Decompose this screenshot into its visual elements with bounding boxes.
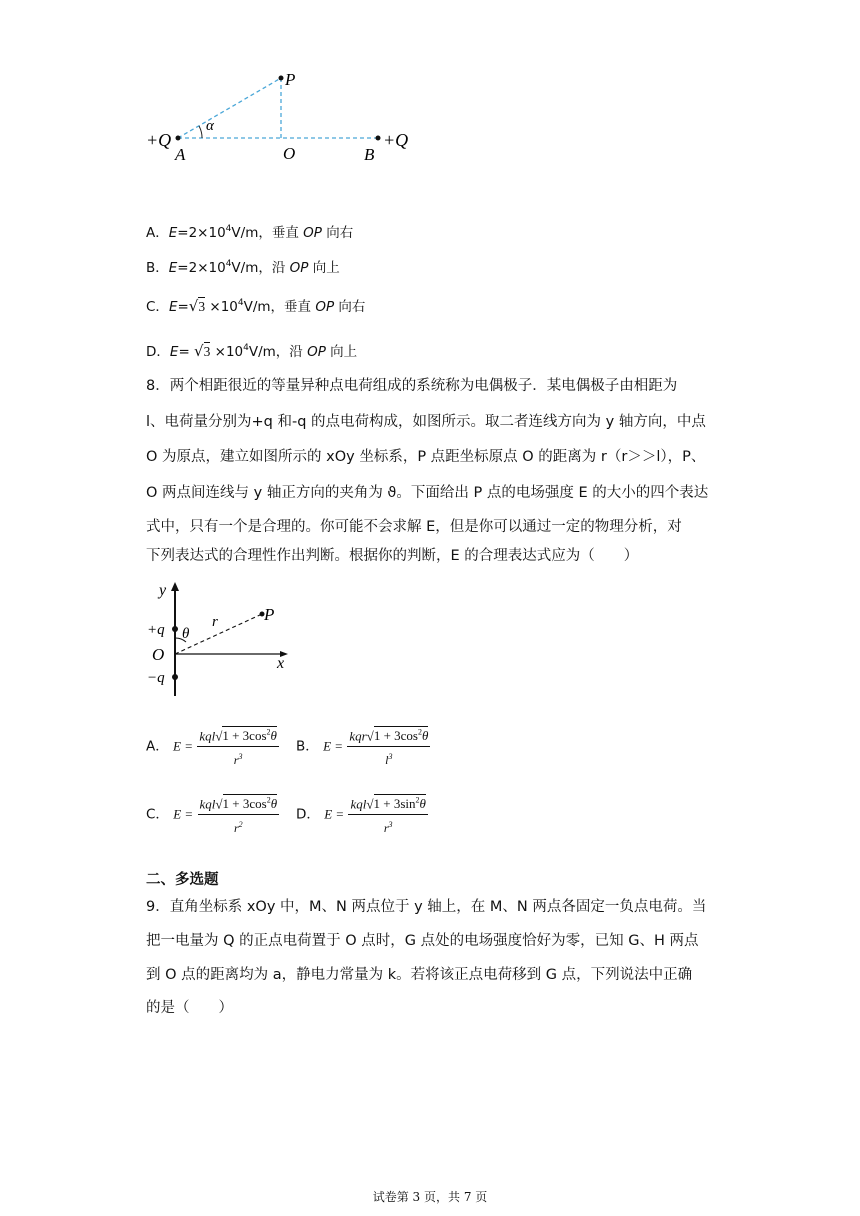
label-x: x xyxy=(277,655,285,672)
label-minus-q: −q xyxy=(147,670,165,686)
label-plus-q-left: +Q xyxy=(146,130,172,150)
q9-line-1: 9．直角坐标系 xOy 中，M、N 两点位于 y 轴上，在 M、N 两点各固定一负点电荷。当 xyxy=(146,899,707,915)
q8-line-6: 下列表达式的合理性作出判断。根据你的判断，E 的合理表达式应为（ ） xyxy=(146,548,639,564)
figure-dipole xyxy=(142,578,302,700)
label-p: P xyxy=(285,70,296,89)
page-footer: 试卷第 3 页，共 7 页 xyxy=(372,1190,488,1204)
q7-option-c[interactable]: C．$E=√3 \times 10^4V/m$，垂直 OP 向右 xyxy=(146,297,366,315)
q8-line-3: O 为原点，建立如图所示的 xOy 坐标系，P 点距坐标原点 O 的距离为 r（r＞＞l），P、 xyxy=(146,449,706,465)
label-o: O xyxy=(283,144,296,163)
section-title-multiple-choice: 二、多选题 xyxy=(146,872,219,888)
label-theta: θ xyxy=(182,626,190,642)
label-a: A xyxy=(175,145,186,164)
angle-arc xyxy=(199,126,202,138)
y-axis-arrow xyxy=(171,582,179,591)
q7-option-d[interactable]: D．$E= √3 \times 10^4V/m$，沿 OP 向上 xyxy=(146,342,358,360)
plus-q-dot xyxy=(172,626,178,632)
dashed-line-ap xyxy=(178,78,281,138)
q7-option-a[interactable]: A．$E=2\times 10^4V/m$，垂直 OP 向右 xyxy=(146,224,354,241)
q8-line-1: 8．两个相距很近的等量异种点电荷组成的系统称为电偶极子．某电偶极子由相距为 xyxy=(146,378,678,394)
label-plus-q-right: +Q xyxy=(383,130,409,150)
sqrt-sign: √ xyxy=(188,297,199,315)
formula-fraction: $\frac{kql√1 + 3\cos^2\theta}{r^3}$ xyxy=(197,724,279,769)
point-p-dot xyxy=(279,76,284,81)
point-b-dot xyxy=(376,136,381,141)
label-y: y xyxy=(159,582,167,599)
q9-line-4: 的是（ ） xyxy=(146,1000,233,1016)
formula-fraction: $\frac{kql√1 + 3\sin^2\theta}{r^3}$ xyxy=(348,792,427,837)
label-alpha: α xyxy=(206,118,214,134)
q8-option-b[interactable]: B． E = $\frac{kqr√1 + 3\cos^2\theta}{l^3}$ xyxy=(296,724,430,769)
formula-fraction: $\frac{kql√1 + 3\cos^2\theta}{r^2}$ xyxy=(198,792,280,837)
point-a-dot xyxy=(176,136,181,141)
q9-line-3: 到 O 点的距离均为 a，静电力常量为 k。若将该正点电荷移到 G 点，下列说法中正确 xyxy=(146,967,693,983)
label-b: B xyxy=(364,145,375,164)
q9-line-2: 把一电量为 Q 的正点电荷置于 O 点时，G 点处的电场强度恰好为零，已知 G、H 两点 xyxy=(146,933,699,949)
q8-line-5: 式中，只有一个是合理的。你可能不会求解 E，但是你可以通过一定的物理分析，对 xyxy=(146,519,682,535)
q7-option-b[interactable]: B．$E=2\times 10^4V/m$，沿 OP 向上 xyxy=(146,259,340,276)
q8-option-a[interactable]: A． E = $\frac{kql√1 + 3\cos^2\theta}{r^3}$ xyxy=(146,724,279,769)
q8-option-d[interactable]: D． E = $\frac{kql√1 + 3\sin^2\theta}{r^3}$ xyxy=(296,792,428,837)
q8-line-2: l、电荷量分别为+q 和-q 的点电荷构成，如图所示。取二者连线方向为 y 轴方向，中点 xyxy=(146,414,706,430)
minus-q-dot xyxy=(172,674,178,680)
q8-option-c[interactable]: C． E = $\frac{kql√1 + 3\cos^2\theta}{r^2}$ xyxy=(146,792,279,837)
figure-charges-ab xyxy=(140,66,430,166)
label-plus-q: +q xyxy=(147,622,165,638)
formula-fraction: $\frac{kqr√1 + 3\cos^2\theta}{l^3}$ xyxy=(347,724,430,769)
sqrt-sign: √ xyxy=(194,342,204,360)
label-r: r xyxy=(212,614,218,630)
q8-line-4: O 两点间连线与 y 轴正方向的夹角为 ϑ。下面给出 P 点的电场强度 E 的大小的四个表达 xyxy=(146,485,709,501)
label-o: O xyxy=(152,645,165,664)
label-p: P xyxy=(264,605,275,624)
